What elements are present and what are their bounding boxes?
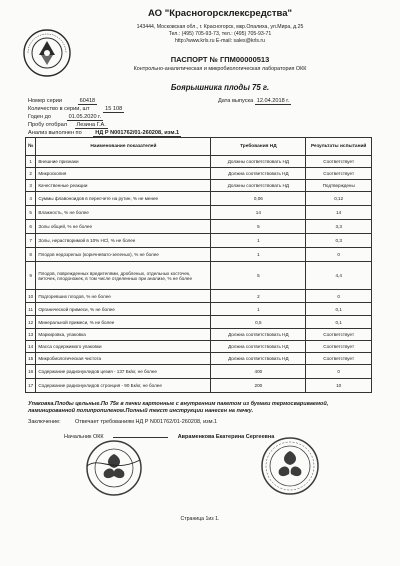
row-number: 8: [26, 248, 36, 262]
company-name: АО "Красногорсклексредства": [147, 8, 293, 19]
quality-table-header: [26, 138, 372, 156]
table-row: [26, 168, 372, 180]
row-indicator: Плодов недозрелых (коричневато-зеленых), % не более: [36, 248, 211, 262]
table-row: [26, 206, 372, 220]
release-row: [218, 98, 291, 105]
row-result: 4,4: [306, 262, 372, 290]
company-address: 143444, Московская обл., г. Красногорск, мкр.Опалиха, ул.Мира, д.25: [136, 24, 304, 30]
col-indicator-header: Наименование показателей: [36, 138, 211, 156]
row-indicator: Минеральной примеси, % не более: [36, 316, 211, 329]
row-requirement: 400: [211, 365, 306, 379]
valid-until-label: Годен до: [28, 114, 52, 120]
analysis-value: НД Р N001762/01-260208, изм.1: [95, 130, 180, 136]
row-indicator: Влажность, % не более: [36, 206, 211, 220]
conclusion-value: Отвечает требованиям НД Р N001762/01-260208, изм.1: [75, 419, 218, 425]
row-result: 0,12: [306, 192, 372, 206]
row-result: 0,1: [306, 316, 372, 329]
table-row: [26, 316, 372, 329]
row-result: 3,3: [306, 220, 372, 234]
row-indicator: Качественные реакции: [36, 180, 211, 192]
table-row: [26, 290, 372, 303]
row-number: 7: [26, 234, 36, 248]
row-result: Подтверждены: [306, 180, 372, 192]
table-row: [26, 234, 372, 248]
row-number: 2: [26, 168, 36, 180]
row-indicator: Органической примеси, % не более: [36, 303, 211, 316]
table-row: [26, 303, 372, 316]
row-number: 12: [26, 316, 36, 329]
table-row: [26, 341, 372, 353]
analysis-row: [28, 130, 181, 137]
row-result: 0: [306, 365, 372, 379]
row-indicator: Микроскопия: [36, 168, 211, 180]
series-value: 60418: [79, 98, 96, 104]
table-row: [26, 248, 372, 262]
valid-until-row: [28, 114, 103, 121]
row-indicator: Подгоревших плодов, % не более: [36, 290, 211, 303]
row-result: Соответствует: [306, 341, 372, 353]
row-number: 9: [26, 262, 36, 290]
row-result: Соответствует: [306, 329, 372, 341]
company-phones: Тел.: (495) 705-93-73, тел.: (495) 705-93-71: [168, 31, 272, 37]
row-result: Соответствует: [306, 168, 372, 180]
table-row: [26, 220, 372, 234]
row-result: 0,1: [306, 303, 372, 316]
sampler-label: Пробу отобрал: [28, 122, 67, 128]
row-number: 16: [26, 365, 36, 379]
row-requirement: 0,06: [211, 192, 306, 206]
row-indicator: Золы, нерастворимой в 10% HCl, % не более: [36, 234, 211, 248]
conclusion-label: Заключение:: [28, 419, 61, 425]
quality-table-body: [26, 156, 372, 393]
head-name: Авраменкова Екатерина Сергеевна: [177, 434, 275, 440]
row-result: 0: [306, 248, 372, 262]
row-requirement: 14: [211, 206, 306, 220]
sampler-value: Лезина Г.А.: [76, 122, 106, 128]
row-requirement: Должна соответствовать НД: [211, 329, 306, 341]
row-number: 4: [26, 192, 36, 206]
quantity-value: 15 108: [105, 106, 123, 112]
sampler-row: [28, 122, 108, 129]
release-label: Дата выпуска: [218, 98, 254, 104]
table-row: [26, 192, 372, 206]
row-requirement: 2: [211, 290, 306, 303]
row-result: Соответствует: [306, 353, 372, 365]
col-requirement-header: Требования НД: [211, 138, 306, 156]
col-result-header: Результаты испытаний: [306, 138, 372, 156]
table-row: [26, 379, 372, 393]
row-requirement: Должны соответствовать НД: [211, 156, 306, 168]
laboratory-name: Контрольно-аналитическая и микробиологическая лаборатория ОКК: [133, 66, 307, 72]
row-number: 13: [26, 329, 36, 341]
row-requirement: Должна соответствовать НД: [211, 341, 306, 353]
table-row: [26, 262, 372, 290]
passport-number: ПАСПОРТ № ГПМ00000513: [170, 55, 270, 64]
row-number: 5: [26, 206, 36, 220]
row-requirement: 1: [211, 303, 306, 316]
row-requirement: 200: [211, 379, 306, 393]
quantity-label: Количество в серии, шт: [28, 106, 90, 112]
row-indicator: Содержание радионуклидов цезия - 137 Бк/кг, не более: [36, 365, 211, 379]
row-number: 11: [26, 303, 36, 316]
row-number: 17: [26, 379, 36, 393]
row-result: 0: [306, 290, 372, 303]
table-row: [26, 353, 372, 365]
row-number: 1: [26, 156, 36, 168]
row-number: 14: [26, 341, 36, 353]
table-row: [26, 329, 372, 341]
row-indicator: Плодов, поврежденных вредителями, дробленых, отдельных косточек, веточек, плодоножек, в том числе отделенных при анализе, % не более: [36, 262, 211, 290]
release-value: 12.04.2018 г.: [256, 98, 290, 104]
row-number: 3: [26, 180, 36, 192]
company-web-email: http://www.krls.ru E-mail: sales@krls.ru: [174, 38, 265, 44]
analysis-label: Анализ выполнен по: [28, 130, 82, 136]
row-requirement: Должна соответствовать НД: [211, 353, 306, 365]
row-indicator: Масса содержимого упаковки: [36, 341, 211, 353]
company-seal-right: [258, 434, 322, 498]
row-requirement: 1: [211, 234, 306, 248]
row-result: 10: [306, 379, 372, 393]
series-label: Номер серии: [28, 98, 63, 104]
row-result: 14: [306, 206, 372, 220]
row-indicator: Суммы флавоноидов в пересчете на рутин, % не менее: [36, 192, 211, 206]
signature-stamp-left: [82, 436, 146, 500]
conclusion-row: [28, 419, 218, 425]
valid-until-value: 01.05.2020 г.: [68, 114, 102, 120]
row-requirement: Должна соответствовать НД: [211, 168, 306, 180]
row-number: 6: [26, 220, 36, 234]
row-requirement: 0,5: [211, 316, 306, 329]
head-label: Начальник ОКК: [64, 434, 104, 440]
row-indicator: Маркировка, упаковка: [36, 329, 211, 341]
row-requirement: 5: [211, 220, 306, 234]
table-row: [26, 365, 372, 379]
row-number: 15: [26, 353, 36, 365]
table-row: [26, 180, 372, 192]
quantity-row: [28, 106, 124, 113]
quality-table: [25, 137, 372, 393]
row-number: 10: [26, 290, 36, 303]
row-indicator: Внешние признаки: [36, 156, 211, 168]
row-indicator: Содержание радионуклидов стронция - 90 Бк/кг, не более: [36, 379, 211, 393]
row-requirement: Должны соответствовать НД: [211, 180, 306, 192]
packaging-note: Упаковка.Плоды цельные.По 75г в пачки картонные с внутренним пакетом из бумаги термосвариваемой, ламинированной полипропиленом.Полный текст инструкции нанесен на пачку.: [28, 401, 329, 414]
page-number: Страница 1из 1.: [180, 516, 220, 522]
row-result: Соответствует: [306, 156, 372, 168]
row-result: 0,3: [306, 234, 372, 248]
series-row: [28, 98, 97, 105]
col-number-header: №: [26, 138, 36, 156]
row-requirement: 5: [211, 262, 306, 290]
product-name: Боярышника плоды 75 г.: [170, 83, 270, 92]
signature-line: [113, 437, 168, 438]
company-logo: [22, 28, 72, 78]
table-row: [26, 156, 372, 168]
head-signature-row: [64, 434, 274, 440]
row-indicator: Золы общей, % не более: [36, 220, 211, 234]
row-requirement: 1: [211, 248, 306, 262]
row-indicator: Микробиологическая чистота: [36, 353, 211, 365]
